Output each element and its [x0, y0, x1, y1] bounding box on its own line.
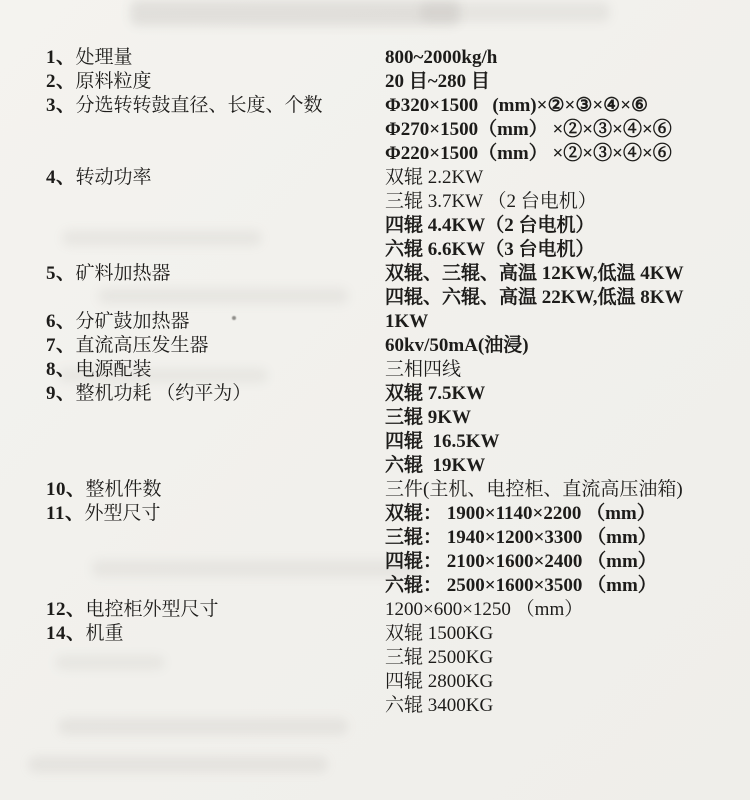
item-number: 7、 — [46, 335, 76, 356]
spec-row — [0, 430, 750, 454]
item-value: 20 目~280 目 — [385, 71, 490, 92]
item-number: 4、 — [46, 167, 76, 188]
spec-row — [0, 670, 750, 694]
bleedthrough-smudge — [28, 756, 328, 773]
spec-row — [0, 214, 750, 238]
spec-row-left — [0, 142, 385, 166]
item-number: 2、 — [46, 71, 76, 92]
spec-row-left — [0, 622, 385, 646]
item-number: 14、 — [46, 623, 86, 644]
item-label: 外型尺寸 — [84, 503, 161, 524]
item-value: 四辊 2800KG — [385, 671, 494, 692]
item-value: 三相四线 — [385, 359, 462, 380]
spec-row-left — [0, 382, 385, 406]
item-value: 双辊： 1900×1140×2200 （mm） — [385, 503, 656, 524]
item-label: 直流高压发生器 — [75, 335, 209, 356]
spec-row-left — [0, 166, 385, 190]
spec-row-left — [0, 310, 385, 334]
spec-row — [0, 526, 750, 550]
item-value: 三辊 3.7KW （2 台电机） — [385, 191, 597, 212]
spec-row — [0, 382, 750, 406]
item-label: 电源配装 — [75, 359, 152, 380]
spec-row — [0, 358, 750, 382]
bleedthrough-smudge — [130, 0, 460, 26]
spec-row — [0, 286, 750, 310]
spec-row — [0, 454, 750, 478]
item-number: 1、 — [46, 47, 76, 68]
spec-row — [0, 190, 750, 214]
item-value: 六辊 6.6KW（3 台电机） — [385, 239, 595, 260]
item-value: Φ220×1500（mm） ×②×③×④×⑥ — [385, 143, 672, 164]
spec-row-left — [0, 214, 385, 238]
spec-row — [0, 622, 750, 646]
spec-row — [0, 334, 750, 358]
item-value: 双辊 7.5KW — [385, 383, 486, 404]
spec-row-left — [0, 646, 385, 670]
spec-row-left — [0, 670, 385, 694]
spec-row-left — [0, 478, 385, 502]
spec-row — [0, 406, 750, 430]
spec-row-left — [0, 358, 385, 382]
spec-row — [0, 46, 750, 70]
item-label: 整机功耗 （约平为） — [75, 383, 252, 404]
spec-row-left — [0, 598, 385, 622]
spec-row-left — [0, 454, 385, 478]
item-value: 三辊 2500KG — [385, 647, 494, 668]
item-number: 3、 — [46, 95, 76, 116]
spec-row-left — [0, 94, 385, 118]
item-value: 四辊 4.4KW（2 台电机） — [385, 215, 595, 236]
item-number: 8、 — [46, 359, 76, 380]
spec-row-left — [0, 430, 385, 454]
spec-row-left — [0, 574, 385, 598]
bleedthrough-smudge — [420, 2, 610, 22]
item-value: 双辊、三辊、高温 12KW,低温 4KW — [385, 263, 684, 284]
spec-row — [0, 694, 750, 718]
spec-row — [0, 262, 750, 286]
item-label: 分选转转鼓直径、长度、个数 — [75, 95, 323, 116]
item-label: 分矿鼓加热器 — [75, 311, 190, 332]
spec-row-left — [0, 286, 385, 310]
item-number: 11、 — [46, 503, 85, 524]
item-label: 机重 — [85, 623, 124, 644]
spec-row — [0, 310, 750, 334]
spec-row — [0, 166, 750, 190]
spec-row — [0, 550, 750, 574]
item-value: 60kv/50mA(油浸) — [385, 335, 529, 356]
item-value: 双辊 2.2KW — [385, 167, 484, 188]
spec-row-left — [0, 238, 385, 262]
spec-row — [0, 646, 750, 670]
item-value: 四辊 16.5KW — [385, 431, 500, 452]
item-label: 原料粒度 — [75, 71, 152, 92]
spec-row-left — [0, 694, 385, 718]
spec-row-left — [0, 118, 385, 142]
spec-row-left — [0, 406, 385, 430]
spec-row — [0, 94, 750, 118]
item-value: 三辊 9KW — [385, 407, 472, 428]
spec-row-left — [0, 70, 385, 94]
item-value: 三件(主机、电控柜、直流高压油箱) — [385, 479, 683, 500]
spec-row — [0, 598, 750, 622]
spec-row — [0, 502, 750, 526]
item-label: 整机件数 — [85, 479, 162, 500]
item-value: Φ270×1500（mm） ×②×③×④×⑥ — [385, 119, 672, 140]
item-label: 转动功率 — [75, 167, 152, 188]
item-value: 四辊、六辊、高温 22KW,低温 8KW — [385, 287, 684, 308]
item-value: 六辊 19KW — [385, 455, 486, 476]
item-label: 电控柜外型尺寸 — [85, 599, 219, 620]
item-number: 5、 — [46, 263, 76, 284]
spec-row — [0, 70, 750, 94]
spec-row-left — [0, 502, 385, 526]
item-value: 800~2000kg/h — [385, 47, 498, 68]
item-value: 1KW — [385, 311, 429, 332]
spec-row-left — [0, 190, 385, 214]
spec-rows — [0, 46, 750, 718]
spec-row — [0, 118, 750, 142]
bleedthrough-smudge — [58, 718, 348, 735]
item-number: 10、 — [46, 479, 86, 500]
spec-row — [0, 574, 750, 598]
item-value: Φ320×1500 (mm)×②×③×④×⑥ — [385, 95, 649, 116]
item-value: 四辊： 2100×1600×2400 （mm） — [385, 551, 657, 572]
spec-row-left — [0, 334, 385, 358]
item-value: 1200×600×1250 （mm） — [385, 599, 584, 620]
item-number: 6、 — [46, 311, 76, 332]
spec-row — [0, 142, 750, 166]
item-value: 双辊 1500KG — [385, 623, 494, 644]
spec-row-left — [0, 526, 385, 550]
item-label: 处理量 — [75, 47, 133, 68]
spec-row — [0, 478, 750, 502]
item-value: 六辊： 2500×1600×3500 （mm） — [385, 575, 657, 596]
spec-row — [0, 238, 750, 262]
item-number: 9、 — [46, 383, 76, 404]
item-label: 矿料加热器 — [75, 263, 171, 284]
spec-row-left — [0, 46, 385, 70]
item-value: 三辊： 1940×1200×3300 （mm） — [385, 527, 657, 548]
item-number: 12、 — [46, 599, 86, 620]
item-value: 六辊 3400KG — [385, 695, 494, 716]
spec-row-left — [0, 550, 385, 574]
spec-row-left — [0, 262, 385, 286]
